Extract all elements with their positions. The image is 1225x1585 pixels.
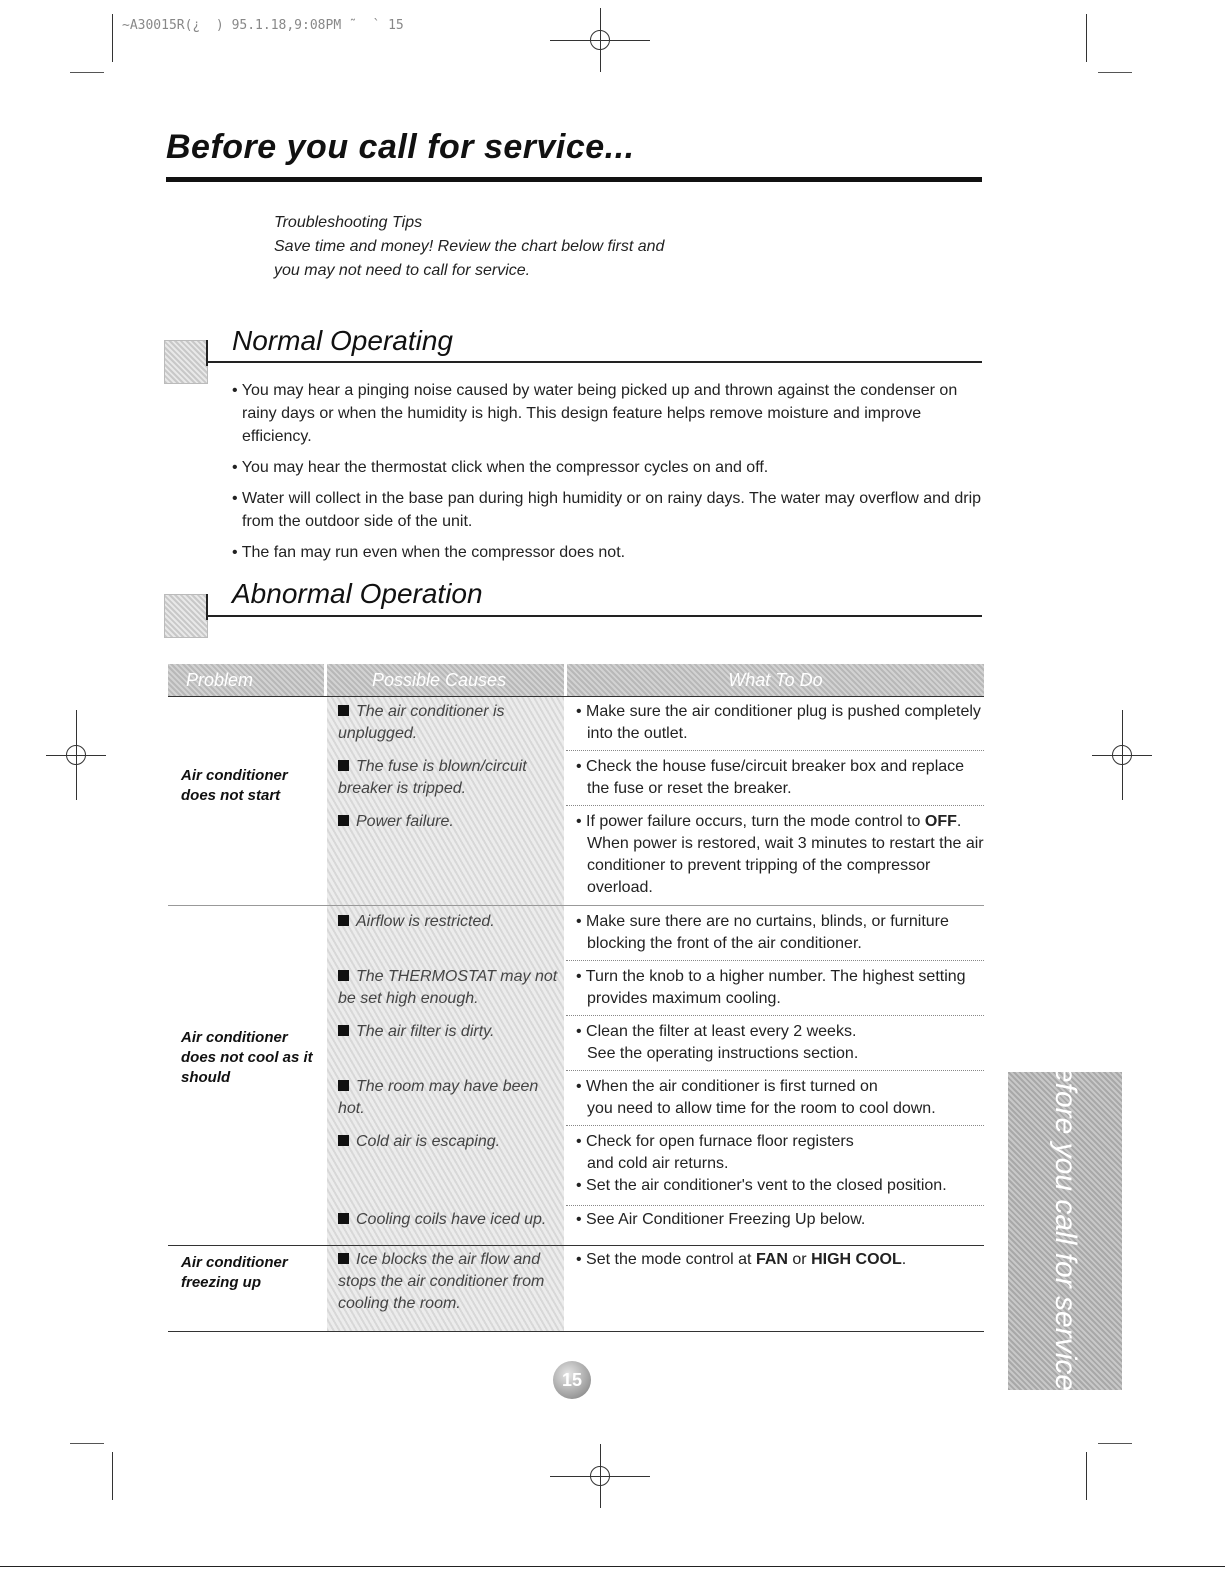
cause-item xyxy=(338,911,562,933)
section-marker xyxy=(164,340,208,384)
table-header-rule xyxy=(168,696,984,697)
section-marker xyxy=(164,594,208,638)
page-title: Before you call for service... xyxy=(166,128,635,166)
list-item: • The fan may run even when the compressor does not. xyxy=(232,544,626,561)
section-title-normal: Normal Operating xyxy=(232,325,453,356)
bullet-square-icon xyxy=(338,1253,349,1264)
todo-item xyxy=(576,1131,986,1197)
bullet-square-icon xyxy=(338,705,349,716)
todo-keyword: HIGH COOL xyxy=(811,1251,902,1268)
todo-item xyxy=(576,756,986,800)
cause-item xyxy=(338,1209,562,1231)
todo-item xyxy=(576,911,986,955)
cause-text: The room may have been hot. xyxy=(338,1078,539,1117)
cause-text: The air filter is dirty. xyxy=(356,1023,495,1040)
group-divider xyxy=(168,1245,984,1246)
todo-item xyxy=(576,1249,986,1271)
registration-mark-top xyxy=(580,20,620,60)
todo-text-part: or xyxy=(792,1251,807,1268)
todo-text xyxy=(576,811,986,899)
intro-text xyxy=(274,211,664,283)
cause-text: Cold air is escaping. xyxy=(356,1133,501,1150)
cause-text: Cooling coils have iced up. xyxy=(356,1211,547,1228)
header-causes xyxy=(327,664,564,696)
header-todo xyxy=(567,664,984,696)
bullet-square-icon xyxy=(338,1213,349,1224)
crop-mark xyxy=(0,1566,1225,1567)
row-divider xyxy=(566,1125,984,1126)
todo-keyword: OFF xyxy=(924,813,957,830)
cause-item xyxy=(338,1021,562,1043)
todo-text-part: • If power failure occurs, turn the mode control to xyxy=(576,813,921,830)
todo-item xyxy=(576,1021,986,1065)
problem-label: Air conditioner does not cool as it should xyxy=(181,1029,313,1086)
side-tab-label: Before you call for service... xyxy=(1049,1045,1082,1417)
row-divider xyxy=(566,960,984,961)
row-divider xyxy=(566,1015,984,1016)
intro-line: Save time and money! Review the chart below first and xyxy=(274,238,665,255)
normal-bullets xyxy=(232,379,992,572)
todo-text: you need to allow time for the room to cool down. xyxy=(587,1100,936,1117)
print-header: ~A30015R(¿ ) 95.1.18,9:08PM ˜ ` 15 xyxy=(122,18,404,33)
bullet-square-icon xyxy=(338,760,349,771)
header-todo-label: What To Do xyxy=(728,670,823,690)
crop-mark xyxy=(70,1443,104,1444)
todo-item xyxy=(576,1076,986,1120)
todo-text: • Set the air conditioner's vent to the closed position. xyxy=(576,1177,947,1194)
crop-mark xyxy=(1098,72,1132,73)
registration-mark-bottom xyxy=(580,1456,620,1496)
cause-text: Airflow is restricted. xyxy=(356,913,495,930)
row-divider xyxy=(566,805,984,806)
todo-text-part: . When power is restored, wait 3 minutes to restart the air conditioner to prevent tripping of the compressor overload. xyxy=(587,813,984,896)
cause-item xyxy=(338,756,562,800)
todo-text: and cold air returns. xyxy=(587,1155,729,1172)
todo-item xyxy=(576,701,986,745)
todo-text: • Make sure there are no curtains, blinds, or furniture blocking the front of the air conditioner. xyxy=(576,913,949,952)
section-title-abnormal: Abnormal Operation xyxy=(232,578,483,609)
table-bottom-rule xyxy=(168,1331,984,1332)
bullet-square-icon xyxy=(338,815,349,826)
cause-item xyxy=(338,811,562,833)
list-item: • You may hear a pinging noise caused by water being picked up and thrown against the condenser on rainy days or when the humidity is high. This design feature helps remove moisture and improve efficiency. xyxy=(232,382,958,445)
todo-text: See the operating instructions section. xyxy=(587,1045,859,1062)
todo-text: • Make sure the air conditioner plug is pushed completely into the outlet. xyxy=(576,703,981,742)
list-item: • You may hear the thermostat click when the compressor cycles on and off. xyxy=(232,459,769,476)
group-divider xyxy=(168,905,984,906)
section-rule xyxy=(206,361,982,363)
cause-text: Power failure. xyxy=(356,813,454,830)
crop-mark xyxy=(112,14,113,62)
title-rule xyxy=(166,177,982,182)
crop-mark xyxy=(112,1452,113,1500)
bullet-square-icon xyxy=(338,1135,349,1146)
todo-text xyxy=(576,1249,986,1271)
bullet-square-icon xyxy=(338,915,349,926)
cause-item xyxy=(338,1076,562,1120)
row-divider xyxy=(566,1205,984,1206)
cause-text: Ice blocks the air flow and stops the air conditioner from cooling the room. xyxy=(338,1251,545,1312)
todo-text: • Turn the knob to a higher number. The highest setting provides maximum cooling. xyxy=(576,968,966,1007)
cause-text: The fuse is blown/circuit breaker is tripped. xyxy=(338,758,527,797)
bullet-square-icon xyxy=(338,1025,349,1036)
list-item: • Water will collect in the base pan during high humidity or on rainy days. The water may overflow and drip from the outdoor side of the unit. xyxy=(232,490,982,530)
cause-text: The air conditioner is unplugged. xyxy=(338,703,505,742)
problem-label: Air conditioner does not start xyxy=(181,767,288,804)
row-divider xyxy=(566,1070,984,1071)
todo-text: • See Air Conditioner Freezing Up below. xyxy=(576,1211,866,1228)
todo-keyword: FAN xyxy=(755,1251,788,1268)
todo-text: • Clean the filter at least every 2 weeks. xyxy=(576,1023,857,1040)
crop-mark xyxy=(70,72,104,73)
todo-item xyxy=(576,966,986,1010)
side-tab xyxy=(1008,1045,1122,1417)
todo-text: • Check for open furnace floor registers xyxy=(576,1133,854,1150)
todo-text-part: . xyxy=(901,1251,907,1268)
header-causes-label: Possible Causes xyxy=(372,670,507,690)
cause-item xyxy=(338,1249,562,1315)
registration-mark-right xyxy=(1102,735,1142,775)
page-number: 15 xyxy=(553,1361,591,1399)
header-problem xyxy=(168,664,324,696)
crop-mark xyxy=(1086,1452,1087,1500)
intro-line: you may not need to call for service. xyxy=(274,262,531,279)
todo-text: • Check the house fuse/circuit breaker box and replace the fuse or reset the breaker. xyxy=(576,758,965,797)
problem-label: Air conditioner freezing up xyxy=(181,1254,288,1291)
cause-text: The THERMOSTAT may not be set high enough. xyxy=(338,968,558,1007)
section-rule xyxy=(206,615,982,617)
bullet-square-icon xyxy=(338,1080,349,1091)
todo-text: • When the air conditioner is first turned on xyxy=(576,1078,878,1095)
registration-mark-left xyxy=(56,735,96,775)
cause-item xyxy=(338,1131,562,1153)
todo-item xyxy=(576,1209,986,1231)
bullet-square-icon xyxy=(338,970,349,981)
header-problem-label: Problem xyxy=(186,670,254,690)
todo-text-part: • Set the mode control at xyxy=(576,1251,752,1268)
cause-item xyxy=(338,701,562,745)
row-divider xyxy=(566,750,984,751)
cause-item xyxy=(338,966,562,1010)
crop-mark xyxy=(1086,14,1087,62)
todo-item xyxy=(576,811,986,899)
crop-mark xyxy=(1098,1443,1132,1444)
intro-line: Troubleshooting Tips xyxy=(274,214,423,231)
